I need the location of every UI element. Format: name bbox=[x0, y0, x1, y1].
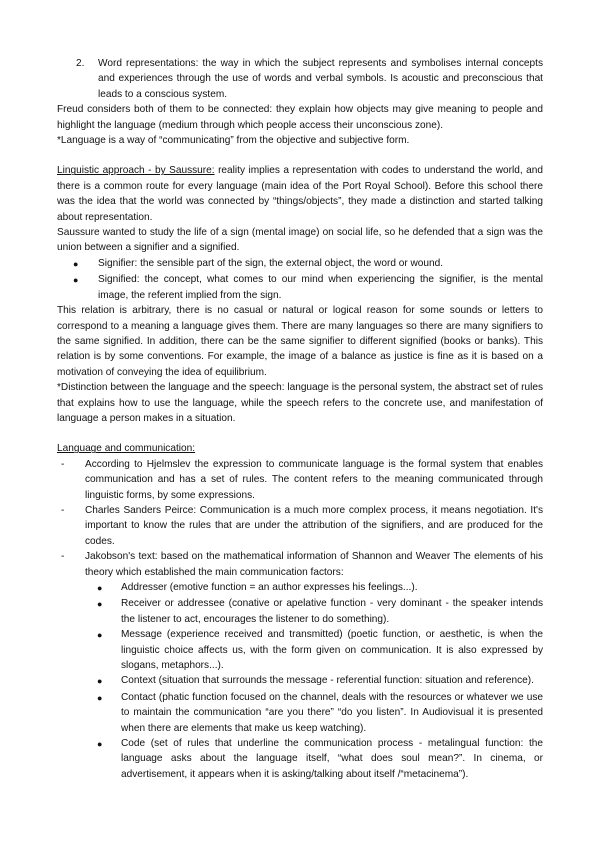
bullet-icon: ● bbox=[97, 630, 103, 641]
communication-heading: Language and communication: bbox=[57, 443, 196, 455]
bullet-icon: ● bbox=[97, 676, 103, 687]
bullet-icon: ● bbox=[97, 583, 103, 593]
arbitrary-relation-paragraph: This relation is arbitrary, there is no casual or natural or logical reason for some sounds or letters to correspond to a meaning a language gives them. There are many languages so there are many signifiers to the same signified. In addition, there can be the same signifier to different signified (books or banks). This relation is by some conventions. For example, the image of a balance as justice is fine as it is based on a motivation of conveying the idea of equilibrium. bbox=[57, 305, 543, 378]
message-text: Message (experience received and transmitted) (poetic function, or aesthetic, is when the linguistic choice affects us, with the form given on communication. It is also expressed by slogans, metaphors...). bbox=[121, 629, 543, 672]
hjelmslev-text: According to Hjelmslev the expression to communicate language is the formal system that enables communication and has a set of rules. The content refers to the meaning communicated through linguistic forms, by some expressions. bbox=[85, 458, 543, 501]
numbered-item-text: Word representations: the way in which the subject represents and symbolises internal concepts and experiences through the use of words and verbal symbols. Is acoustic and preconscious that leads to a conscious system. bbox=[98, 58, 543, 100]
signified-text: Signified: the concept, what comes to our mind when experiencing the signifier, is the mental image, the referent implied from the sign. bbox=[98, 274, 543, 301]
dash-marker: - bbox=[61, 551, 65, 563]
numbered-item bbox=[76, 56, 543, 102]
list-number: 2. bbox=[76, 58, 85, 69]
code-text: Code (set of rules that underline the communication process - metalingual function: the language asks about the language itself, “what does soul mean?”. In cinema, or advertisement, it appears when it is asking/talking about itself /“metacinema”). bbox=[121, 738, 543, 780]
jakobson-text: Jakobson's text: based on the mathematical information of Shannon and Weaver The elements of his theory which established the main communication factors: bbox=[85, 551, 543, 578]
list-item bbox=[97, 736, 543, 782]
spacer bbox=[57, 426, 543, 441]
list-item bbox=[97, 673, 543, 689]
list-item bbox=[73, 256, 543, 272]
bullet-icon: ● bbox=[97, 739, 103, 750]
freud-paragraph: Freud considers both of them to be connected: they explain how objects may give meaning to people and highlight the language (medium through which people access their unconscious zone). bbox=[57, 104, 543, 131]
bullet-icon: ● bbox=[97, 599, 103, 610]
contact-text: Contact (phatic function focused on the channel, deals with the resources or whatever we use to maintain the communication “are you there” “do you listen”. In Audiovisual it is presented when there are elements that make us keep watching). bbox=[121, 691, 543, 734]
list-item bbox=[61, 549, 543, 580]
saussure-sign-paragraph: Saussure wanted to study the life of a sign (mental image) on social life, so he defended that a sign was the union between a signifier and a signified. bbox=[57, 227, 543, 254]
addresser-text: Addresser (emotive function = an author expresses his feelings...). bbox=[121, 582, 418, 593]
bullet-icon: ● bbox=[97, 692, 103, 703]
list-item bbox=[61, 457, 543, 503]
signifier-text: Signifier: the sensible part of the sign, the external object, the word or wound. bbox=[98, 257, 444, 269]
spacer bbox=[57, 148, 543, 163]
language-speech-paragraph: *Distinction between the language and the speech: language is the personal system, the abstract set of rules that explains how to use the language, while the speech refers to the concrete use, and manifestation of language a person makes in a situation. bbox=[57, 382, 543, 424]
document-body bbox=[57, 56, 543, 782]
context-text: Context (situation that surrounds the message - referential function: situation and reference). bbox=[121, 675, 534, 687]
saussure-heading: Linguistic approach - by Saussure: bbox=[57, 165, 215, 177]
list-item bbox=[97, 596, 543, 627]
peirce-text: Charles Sanders Peirce: Communication is a much more complex process, it means negotiation. It's important to know the rules that are under the attribution of the signifiers, and are produced for the codes. bbox=[85, 504, 543, 547]
language-note: *Language is a way of “communicating” from the objective and subjective form. bbox=[57, 135, 410, 147]
list-item bbox=[73, 272, 543, 303]
bullet-icon: ● bbox=[73, 275, 79, 286]
dash-marker: - bbox=[61, 504, 65, 516]
saussure-paragraph bbox=[57, 163, 543, 225]
saussure-lead: reality implies a representation with codes to understand the world, and there is a common route for every language (main idea of the Port Royal School). Before this school there was the idea that the world was connected by “things/objects”, they made a distinction and started talking about representation. bbox=[57, 165, 543, 223]
receiver-text: Receiver or addressee (conative or apelative function - very dominant - the speaker intends the listener to act, encourages the listener to do something). bbox=[121, 598, 543, 625]
dash-marker: - bbox=[61, 458, 65, 470]
list-item bbox=[97, 690, 543, 736]
list-item bbox=[97, 580, 543, 596]
bullet-icon: ● bbox=[73, 258, 79, 269]
list-item bbox=[97, 627, 543, 673]
list-item bbox=[61, 503, 543, 549]
